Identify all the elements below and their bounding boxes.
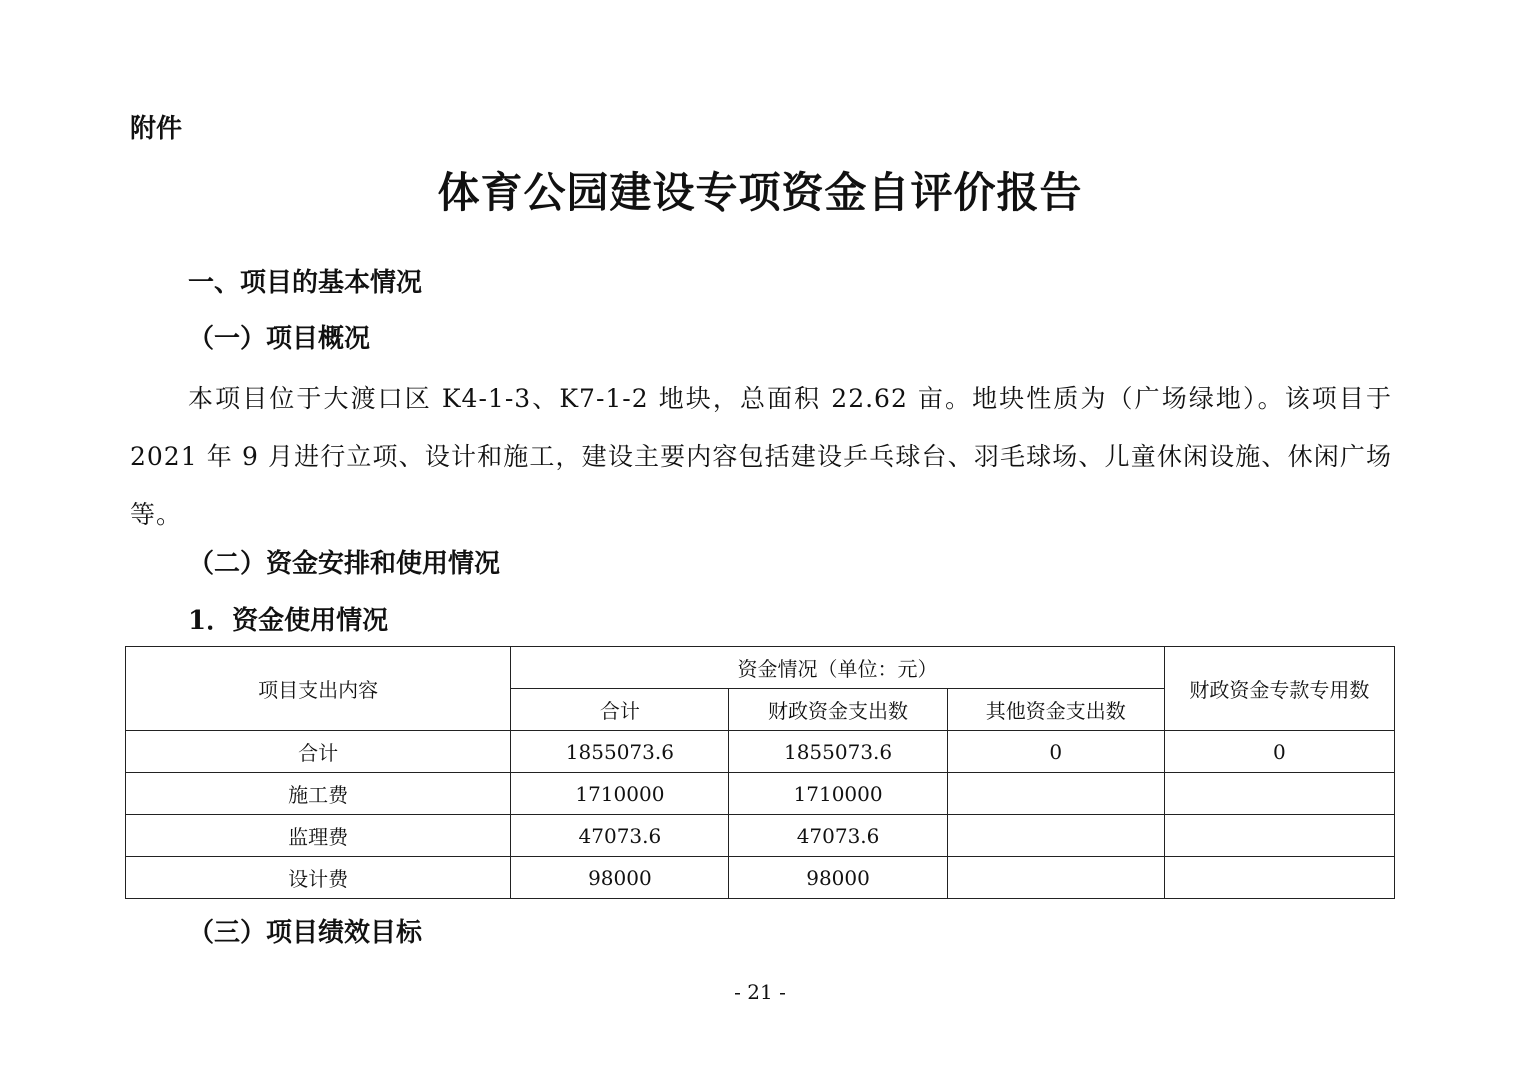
cell-item: 设计费	[126, 857, 511, 899]
subheader-fiscal: 财政资金支出数	[729, 689, 947, 731]
subsection-heading-funding: （二）资金安排和使用情况	[188, 549, 501, 579]
cell-fiscal: 1710000	[729, 773, 947, 815]
page-number: - 21 -	[734, 980, 786, 1004]
cell-item: 合计	[126, 731, 511, 773]
cell-special	[1164, 815, 1394, 857]
item-heading-fund-usage: 1．资金使用情况	[188, 606, 389, 636]
cell-total: 1855073.6	[511, 731, 729, 773]
cell-item: 监理费	[126, 815, 511, 857]
cell-special	[1164, 773, 1394, 815]
fund-usage-table	[125, 646, 1395, 899]
cell-other: 0	[947, 731, 1164, 773]
subheader-total: 合计	[511, 689, 729, 731]
page-title: 体育公园建设专项资金自评价报告	[437, 168, 1083, 217]
subheader-other: 其他资金支出数	[947, 689, 1164, 731]
table-row	[126, 857, 1395, 899]
header-item: 项目支出内容	[126, 647, 511, 731]
cell-total: 98000	[511, 857, 729, 899]
header-funds: 资金情况（单位：元）	[511, 647, 1165, 689]
table-header-row	[126, 647, 1395, 689]
subsection-heading-overview: （一）项目概况	[188, 324, 371, 354]
cell-special	[1164, 857, 1394, 899]
cell-item: 施工费	[126, 773, 511, 815]
overview-paragraph: 本项目位于大渡口区 K4-1-3、K7-1-2 地块，总面积 22.62 亩。地块性质为（广场绿地）。该项目于 2021 年 9 月进行立项、设计和施工，建设主要内容包括建设乒乓球台、羽毛球场、儿童休闲设施、休闲广场等。	[130, 384, 1392, 529]
section-heading-basic-info: 一、项目的基本情况	[188, 268, 423, 298]
cell-other	[947, 773, 1164, 815]
cell-other	[947, 857, 1164, 899]
cell-total: 47073.6	[511, 815, 729, 857]
header-special: 财政资金专款专用数	[1164, 647, 1394, 731]
cell-other	[947, 815, 1164, 857]
table-row	[126, 815, 1395, 857]
cell-fiscal: 98000	[729, 857, 947, 899]
attachment-label: 附件	[130, 114, 183, 144]
cell-special: 0	[1164, 731, 1394, 773]
cell-total: 1710000	[511, 773, 729, 815]
subsection-heading-performance-goals: （三）项目绩效目标	[188, 918, 423, 948]
cell-fiscal: 47073.6	[729, 815, 947, 857]
cell-fiscal: 1855073.6	[729, 731, 947, 773]
table-row	[126, 773, 1395, 815]
table-row	[126, 731, 1395, 773]
